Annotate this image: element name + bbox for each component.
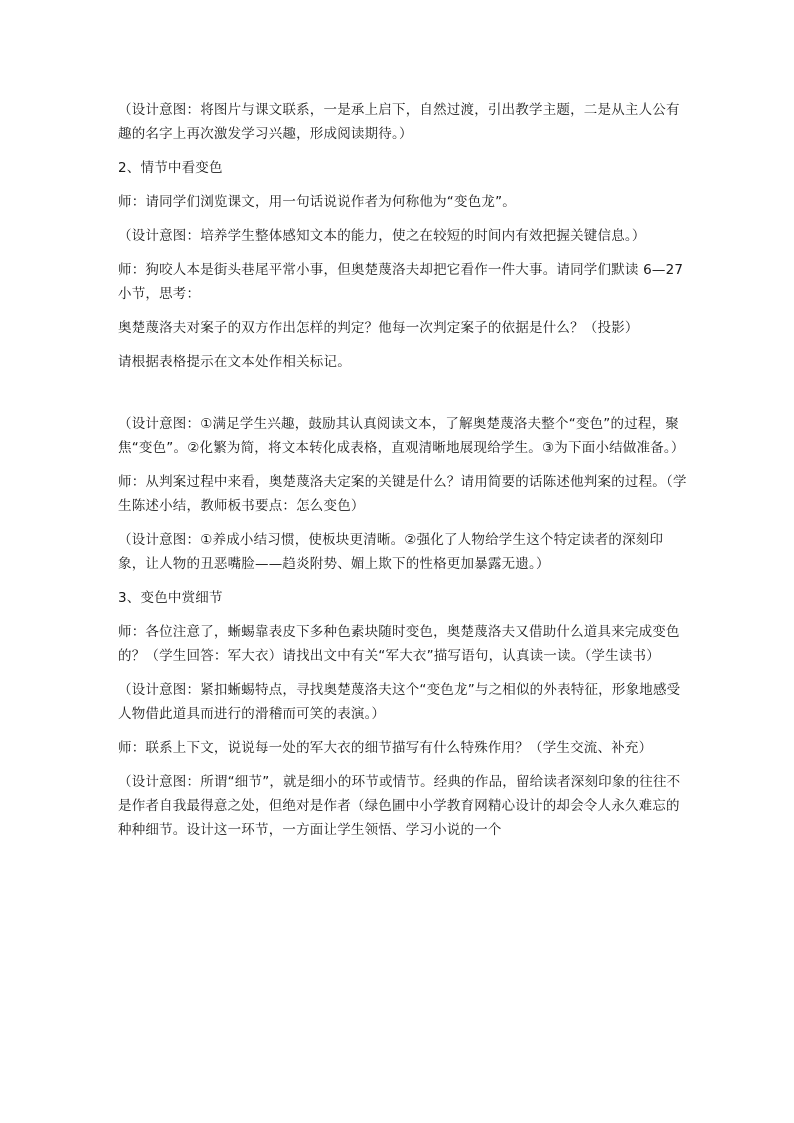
design-intent-note: （设计意图：所谓“细节”，就是细小的环节或情节。经典的作品，留给读者深刻印象的往往不是作者自我最得意之处，但绝对是作者（绿色圃中小学教育网精心设计的却会令人永久难忘的种种细节。设计这一环节，一方面让学生领悟、学习小说的一个 [118,774,681,838]
document-body [118,98,690,852]
design-intent-note: （设计意图：紧扣蜥蜴特点，寻找奥楚蔑洛夫这个“变色龙”与之相似的外表特征，形象地感受人物借此道具而进行的滑稽而可笑的表演。） [118,682,681,722]
design-intent-note: （设计意图：培养学生整体感知文本的能力，使之在较短的时间内有效把握关键信息。） [118,228,646,244]
question-paragraph: 奥楚蔑洛夫对案子的双方作出怎样的判定？他每一次判定案子的依据是什么？（投影） [118,320,639,336]
design-intent-note: （设计意图：①满足学生兴趣，鼓励其认真阅读文本，了解奥楚蔑洛夫整个“变色”的过程，聚焦“变色”。②化繁为简，将文本转化成表格，直观清晰地展现给学生。③为下面小结做准备。） [118,416,685,456]
instruction-paragraph: 请根据表格提示在文本处作相关标记。 [118,354,351,370]
teacher-prompt: 师：联系上下文，说说每一处的军大衣的细节描写有什么特殊作用？（学生交流、补充） [118,740,653,756]
section-heading: 3、变色中赏细节 [118,590,223,606]
design-intent-note: （设计意图：①养成小结习惯，使板块更清晰。②强化了人物给学生这个特定读者的深刻印象，让人物的丑恶嘴脸——趋炎附势、媚上欺下的性格更加暴露无遗。） [118,532,664,572]
section-heading: 2、情节中看变色 [118,160,223,176]
blank-space [118,384,690,412]
teacher-prompt: 师：狗咬人本是街头巷尾平常小事，但奥楚蔑洛夫却把它看作一件大事。请同学们默读 6—27 小节，思考： [118,262,684,302]
teacher-prompt: 师：从判案过程中来看，奥楚蔑洛夫定案的关键是什么？请用简要的话陈述他判案的过程。（学生陈述小结，教师板书要点：怎么变色） [118,474,687,514]
teacher-prompt: 师：各位注意了，蜥蜴靠表皮下多种色素块随时变色，奥楚蔑洛夫又借助什么道具来完成变色的？（学生回答：军大衣）请找出文中有关“军大衣”描写语句，认真读一读。（学生读书） [118,624,680,664]
teacher-prompt: 师：请同学们浏览课文，用一句话说说作者为何称他为“变色龙”。 [118,194,516,210]
design-intent-note: （设计意图：将图片与课文联系，一是承上启下，自然过渡，引出教学主题，二是从主人公有趣的名字上再次激发学习兴趣，形成阅读期待。） [118,102,680,142]
